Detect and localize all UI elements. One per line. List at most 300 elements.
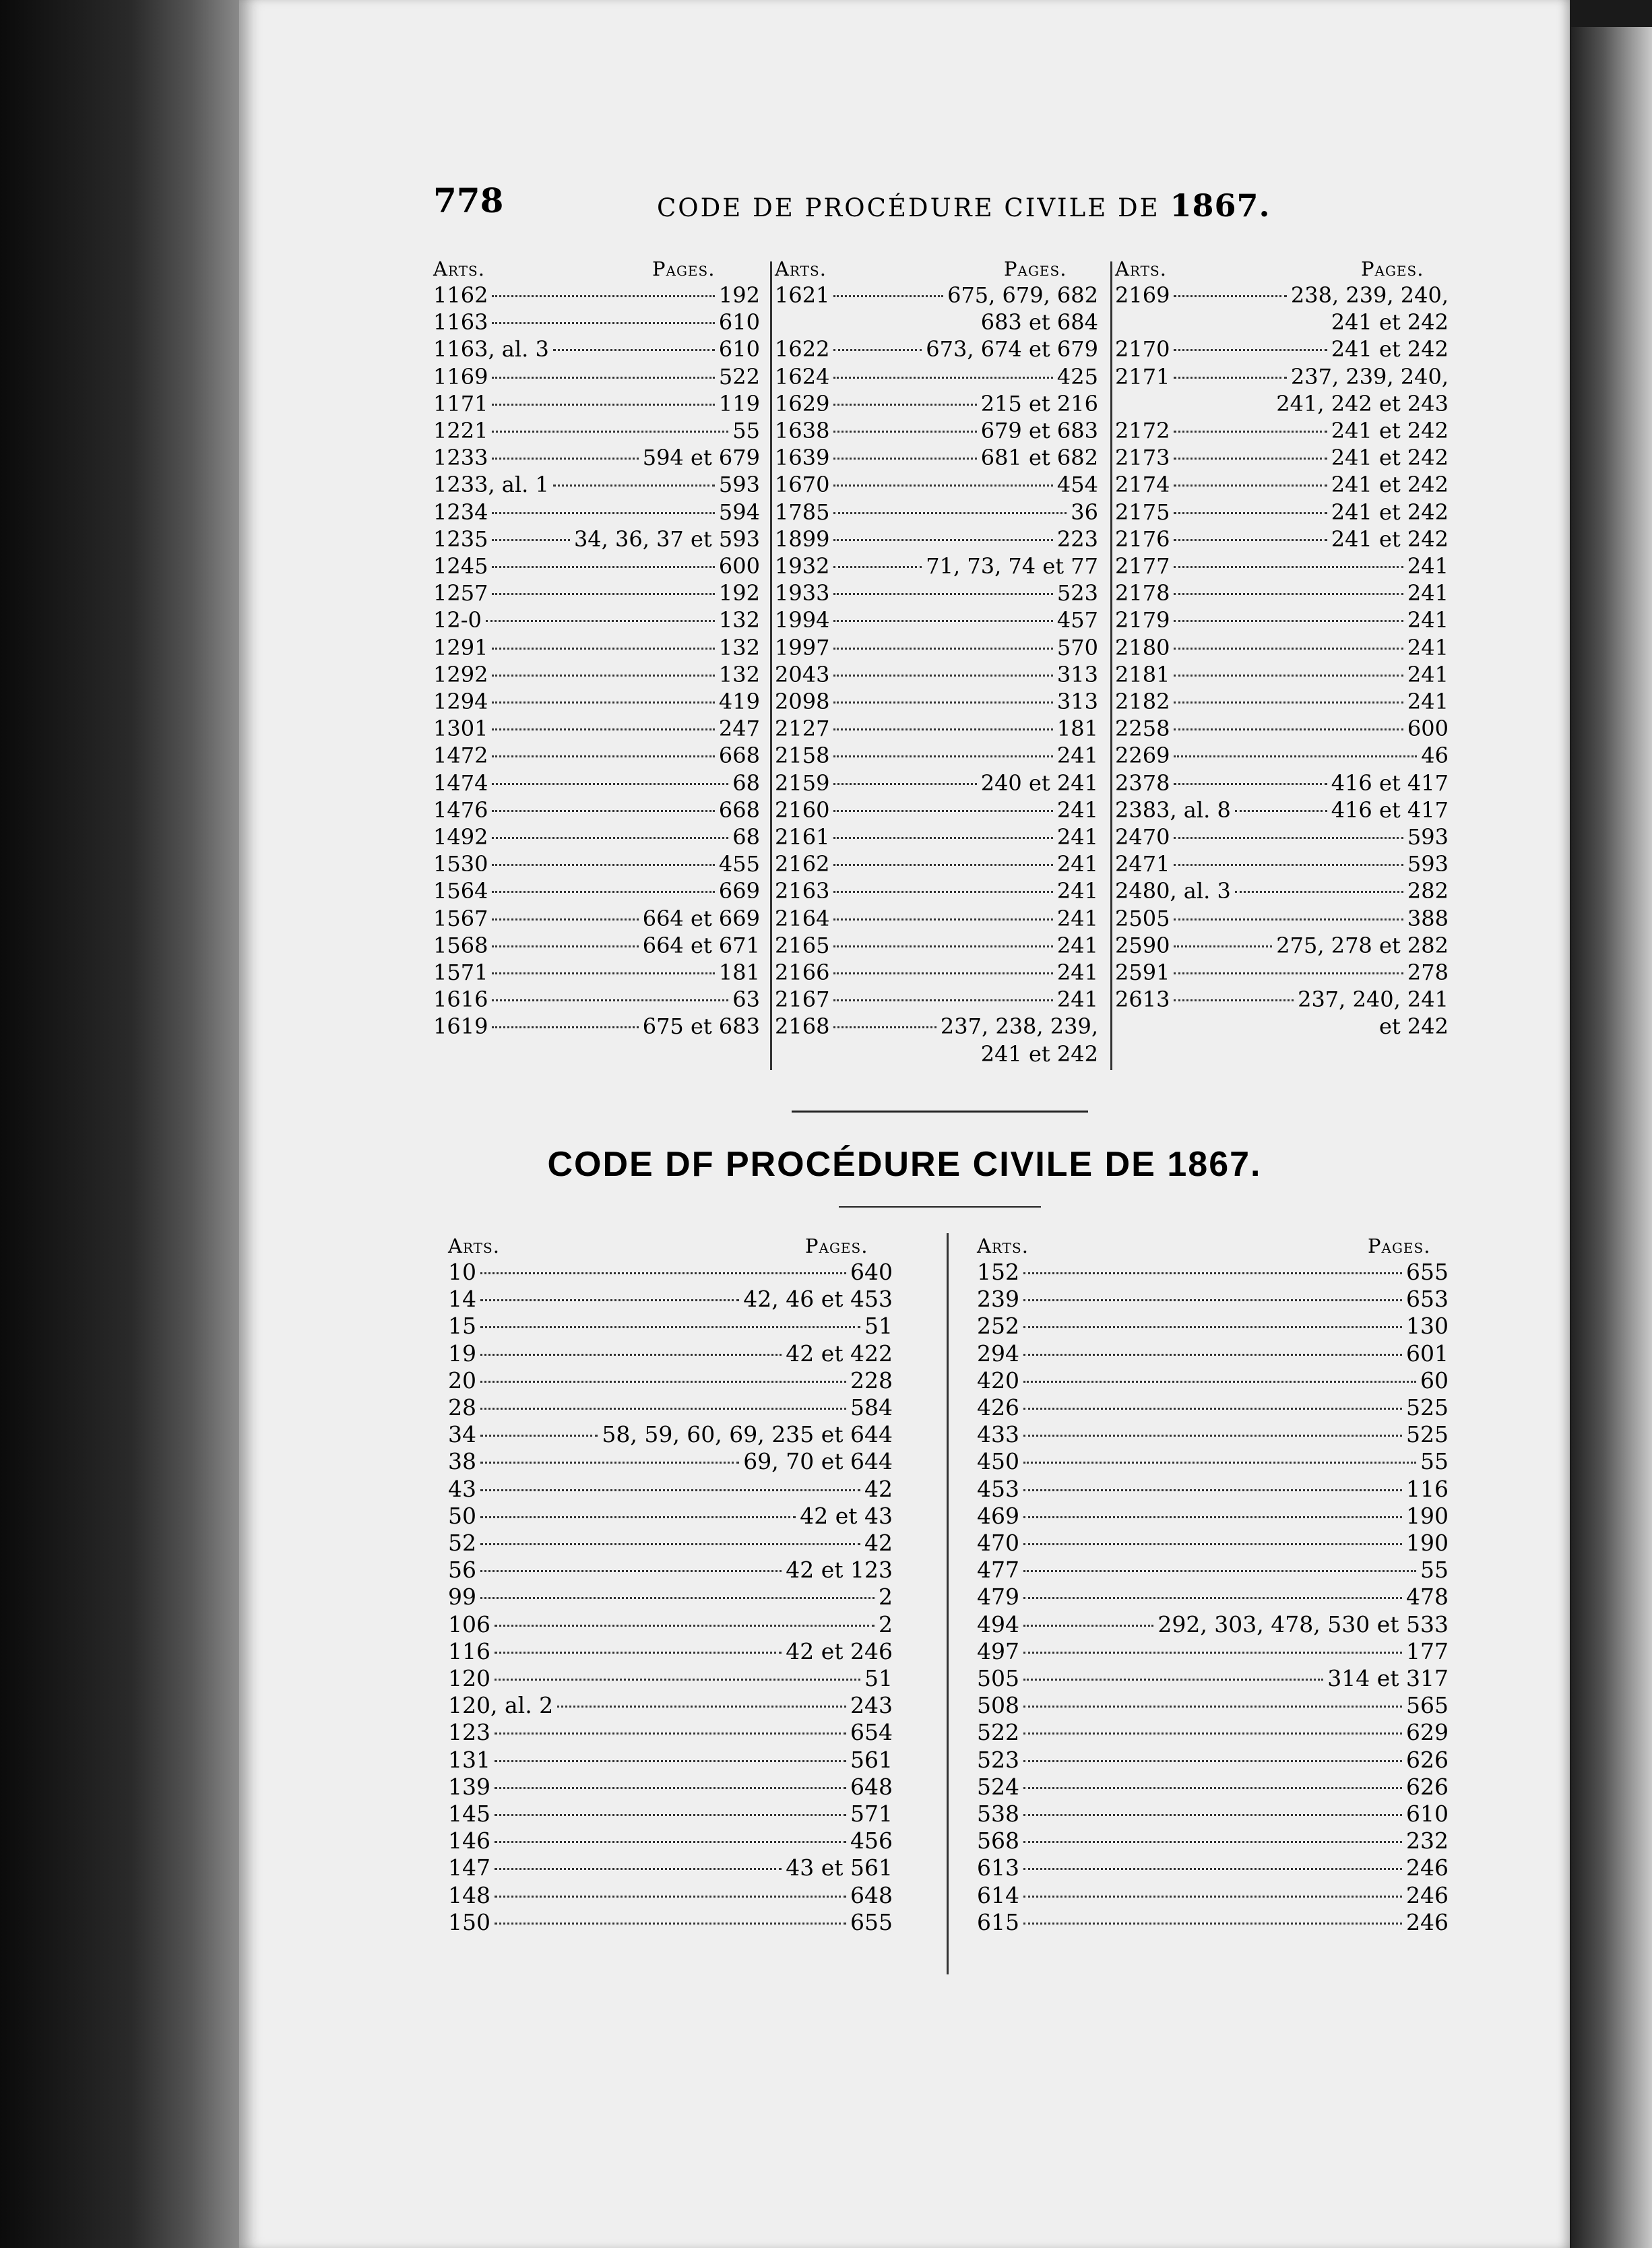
index-entry-row (775, 336, 1098, 363)
dot-leader (1174, 566, 1403, 568)
article-number: 1564 (433, 878, 488, 904)
dot-leader (492, 539, 570, 541)
index-entry-row (433, 905, 760, 932)
index-entry-row (433, 499, 760, 526)
dot-leader (495, 1679, 860, 1681)
dot-leader (492, 891, 714, 893)
article-number: 2173 (1115, 445, 1170, 471)
dot-leader (492, 431, 728, 433)
dot-leader (480, 1489, 860, 1491)
article-number: 1474 (433, 770, 488, 796)
dot-leader (833, 999, 1052, 1001)
page-references: 241 (1056, 932, 1098, 958)
dot-leader (1174, 918, 1403, 920)
page-references: 238, 239, 240, (1290, 282, 1449, 308)
index-entry-row (775, 1013, 1098, 1040)
page-references: 42 (864, 1475, 893, 1502)
page-references: 58, 59, 60, 69, 235 et 644 (602, 1421, 893, 1448)
article-number: 1257 (433, 580, 488, 606)
article-number: 1567 (433, 905, 488, 931)
dot-leader (1023, 1435, 1402, 1437)
dot-leader (1023, 1299, 1402, 1301)
article-number: 19 (448, 1340, 476, 1367)
article-number: 252 (977, 1313, 1019, 1340)
article-number: 34 (448, 1421, 476, 1448)
page-references: 60 (1420, 1367, 1449, 1394)
article-number: 494 (977, 1611, 1019, 1637)
dot-leader (1174, 783, 1327, 785)
page-references: 626 (1406, 1773, 1449, 1800)
index-entry-row (775, 877, 1098, 904)
article-number: 2505 (1115, 905, 1170, 931)
article-number: 2470 (1115, 824, 1170, 850)
article-number: 106 (448, 1611, 490, 1637)
page-references: 282 (1407, 878, 1449, 904)
dot-leader (1174, 539, 1327, 541)
column-header-arts: Arts. (1115, 257, 1167, 280)
dot-leader (492, 458, 638, 460)
page-references: 241 et 242 (1331, 418, 1449, 443)
index-entry-row (977, 1286, 1449, 1313)
index-entry-row (433, 877, 760, 904)
article-number: 538 (977, 1801, 1019, 1827)
article-number: 152 (977, 1259, 1019, 1285)
dot-leader (833, 837, 1052, 839)
index-entry-row (433, 986, 760, 1013)
index-entry-row (977, 1611, 1449, 1638)
page-references: 241 (1407, 553, 1449, 579)
page-references: 241 (1407, 661, 1449, 687)
article-number: 1568 (433, 932, 488, 958)
article-number: 420 (977, 1367, 1019, 1394)
article-number: 1899 (775, 526, 830, 552)
dot-leader (1174, 945, 1272, 947)
article-number: 505 (977, 1665, 1019, 1691)
page-references: 2 (879, 1584, 893, 1611)
index-entry-row (433, 1013, 760, 1040)
page-references: 664 et 671 (642, 932, 760, 958)
dot-leader (492, 810, 714, 812)
index-entry-row (433, 661, 760, 688)
index-entry-row (433, 959, 760, 986)
article-number: 1639 (775, 445, 830, 471)
page-references: 571 (850, 1801, 893, 1827)
index-entry-row (448, 1747, 893, 1774)
page-references: 215 et 216 (980, 390, 1098, 416)
index-entry-row (448, 1448, 893, 1475)
index-entry-row (775, 634, 1098, 661)
index-entry-row (433, 742, 760, 769)
index-entry-row (775, 606, 1098, 633)
page-references: 246 (1406, 1908, 1449, 1935)
running-title (657, 187, 1271, 224)
index-entry-row (433, 390, 760, 417)
page-references: 116 (1406, 1475, 1449, 1502)
index-entry-row (448, 1313, 893, 1340)
article-number: 1162 (433, 282, 488, 308)
article-number: 2165 (775, 932, 830, 958)
page-references: 241 (1056, 797, 1098, 823)
article-number: 2098 (775, 689, 830, 714)
index-entry-row (977, 1557, 1449, 1584)
index-entry-row (433, 932, 760, 959)
index-entry-row (1115, 444, 1449, 471)
page-references: 522 (718, 363, 760, 389)
article-number: 2164 (775, 905, 830, 931)
dot-leader (833, 377, 1052, 379)
dot-leader (495, 1868, 782, 1870)
index-entry-row (977, 1801, 1449, 1828)
index-entry-row (775, 932, 1098, 959)
index-entry-row (1115, 580, 1449, 606)
index-entry-row (977, 1747, 1449, 1774)
page-references: 132 (718, 634, 760, 660)
page-references: 42 et 123 (786, 1557, 893, 1584)
index-entry-row (448, 1854, 893, 1881)
article-number: 508 (977, 1692, 1019, 1719)
index-entry-row (448, 1259, 893, 1286)
index-entry-row (1115, 309, 1449, 336)
dot-leader (480, 1326, 860, 1328)
index-entry-row (775, 986, 1098, 1013)
page-references: 593 (1407, 851, 1449, 877)
page-references: 626 (1406, 1746, 1449, 1773)
article-number: 2258 (1115, 716, 1170, 742)
page-references: 275, 278 et 282 (1276, 932, 1449, 958)
index-entry-row (1115, 634, 1449, 661)
dot-leader (1023, 1841, 1402, 1843)
page-references: 181 (1056, 716, 1098, 742)
article-number: 1638 (775, 418, 830, 443)
dot-leader (1023, 1787, 1402, 1789)
index-entry-row (433, 417, 760, 444)
index-entry-row (1115, 661, 1449, 688)
page-references: 241 (1056, 905, 1098, 931)
index-entry-row (448, 1774, 893, 1801)
index-entry-row (1115, 553, 1449, 580)
index-entry-row (977, 1665, 1449, 1692)
dot-leader (1174, 675, 1403, 677)
page-references: 43 et 561 (786, 1854, 893, 1881)
page-references: 610 (718, 309, 760, 336)
index-entry-row (448, 1503, 893, 1530)
index-entry-row (977, 1259, 1449, 1286)
dot-leader (1174, 864, 1403, 866)
page-references: 241 et 242 (980, 1040, 1098, 1067)
dot-leader (833, 728, 1052, 730)
article-number: 522 (977, 1719, 1019, 1746)
index-entry-row (775, 905, 1098, 932)
article-number: 12-0 (433, 607, 482, 633)
page-references: 69, 70 et 644 (743, 1448, 893, 1475)
dot-leader (1174, 837, 1403, 839)
page-references: 314 et 317 (1327, 1665, 1449, 1691)
article-number: 1245 (433, 553, 488, 579)
index-entry-row (1115, 499, 1449, 526)
dot-leader (833, 485, 1052, 487)
column-header-pages: Pages. (1004, 257, 1067, 280)
page-references: 132 (718, 607, 760, 633)
dot-leader (833, 810, 1052, 812)
article-number: 1622 (775, 336, 830, 363)
page-references: 455 (718, 851, 760, 877)
dot-leader (486, 620, 715, 622)
dot-leader (480, 1543, 860, 1545)
index-entry-row (448, 1394, 893, 1421)
dot-leader (1023, 1868, 1402, 1870)
article-number: 2176 (1115, 526, 1170, 552)
index-entry-row (977, 1638, 1449, 1665)
index-entry-row (448, 1421, 893, 1448)
article-number: 28 (448, 1394, 476, 1420)
page-references: 241 et 242 (1331, 499, 1449, 525)
page-references: 247 (718, 716, 760, 742)
page-references: 130 (1406, 1313, 1449, 1340)
article-number: 1670 (775, 472, 830, 498)
page-references: 593 (718, 472, 760, 498)
dot-leader (1023, 1896, 1402, 1898)
page-references: 601 (1406, 1340, 1449, 1367)
article-number: 1163 (433, 309, 488, 336)
index-entry-row (977, 1854, 1449, 1881)
article-number: 1235 (433, 526, 488, 552)
page-references: 36 (1071, 499, 1098, 525)
page-references: 241 (1056, 987, 1098, 1013)
page-references: 237, 239, 240, (1290, 363, 1449, 389)
article-number: 1169 (433, 363, 488, 389)
article-number: 426 (977, 1394, 1019, 1420)
page-references: 181 (718, 960, 760, 985)
index-entry-row (775, 580, 1098, 606)
dot-leader (480, 1516, 796, 1518)
article-number: 116 (448, 1637, 490, 1664)
article-number: 38 (448, 1448, 476, 1475)
page-references: 241 (1056, 960, 1098, 985)
index-entry-row (448, 1611, 893, 1638)
index-entry-row (433, 580, 760, 606)
index-entry-row (433, 309, 760, 336)
article-number: 2043 (775, 661, 830, 687)
page-references: 241 (1056, 851, 1098, 877)
page-references: 419 (718, 689, 760, 714)
dot-leader (833, 675, 1052, 677)
index-entry-row (775, 742, 1098, 769)
article-number: 14 (448, 1286, 476, 1313)
article-number: 477 (977, 1557, 1019, 1584)
index-entry-row (775, 715, 1098, 742)
page-references: 565 (1406, 1692, 1449, 1719)
book-page (239, 0, 1570, 2248)
index-entry-row (448, 1801, 893, 1828)
article-number: 20 (448, 1367, 476, 1394)
dot-leader (492, 918, 638, 920)
dot-leader (1023, 1272, 1402, 1274)
article-number: 10 (448, 1259, 476, 1285)
index-entry-row (1115, 850, 1449, 877)
section-rule-bottom (839, 1206, 1041, 1208)
article-number: 1233, al. 1 (433, 472, 549, 498)
section-rule-top (792, 1111, 1088, 1113)
article-number: 2378 (1115, 770, 1170, 796)
article-number: 131 (448, 1746, 490, 1773)
page-references: 2 (879, 1611, 893, 1637)
index-entry-row (1115, 797, 1449, 823)
dot-leader (833, 755, 1052, 757)
article-number: 2181 (1115, 661, 1170, 687)
article-number: 1624 (775, 363, 830, 389)
index-entry-row (433, 770, 760, 797)
article-number: 2172 (1115, 418, 1170, 443)
index-entry-row (1115, 336, 1449, 363)
page-references: 34, 36, 37 et 593 (573, 526, 760, 552)
index-entry-row (775, 526, 1098, 553)
article-number: 56 (448, 1557, 476, 1584)
index-entry-row (775, 959, 1098, 986)
article-number: 1997 (775, 634, 830, 660)
index-entry-row (775, 1040, 1098, 1067)
article-number: 2171 (1115, 363, 1170, 389)
index-entry-row (433, 282, 760, 309)
index-entry-row (448, 1286, 893, 1313)
dot-leader (480, 1408, 846, 1410)
dot-leader (1174, 512, 1327, 514)
dot-leader (495, 1732, 846, 1735)
page-references: 478 (1406, 1584, 1449, 1611)
index-entry-row (977, 1828, 1449, 1854)
page-references: 648 (850, 1773, 893, 1800)
index-entry-row (977, 1313, 1449, 1340)
index-entry-row (1115, 390, 1449, 417)
dot-leader (833, 295, 943, 297)
index-entry-row (977, 1719, 1449, 1746)
page-references: 192 (718, 580, 760, 606)
article-number: 1616 (433, 987, 488, 1013)
dot-leader (833, 566, 922, 568)
page-references: 246 (1406, 1854, 1449, 1881)
column-header-arts: Arts. (977, 1235, 1029, 1257)
article-number: 15 (448, 1313, 476, 1340)
index-entry-row (448, 1557, 893, 1584)
dot-leader (480, 1272, 846, 1274)
page-references: 42 et 246 (786, 1637, 893, 1664)
page-references: 55 (732, 418, 760, 443)
dot-leader (495, 1625, 875, 1627)
article-number: 470 (977, 1530, 1019, 1556)
page-references: 655 (850, 1908, 893, 1935)
index-entry-row (775, 770, 1098, 797)
index-entry-row (433, 526, 760, 553)
page-references: 683 et 684 (980, 309, 1098, 336)
index-entry-row (433, 553, 760, 580)
page-references: 55 (1420, 1557, 1449, 1584)
index-entry-row (977, 1882, 1449, 1909)
article-number: 613 (977, 1854, 1019, 1881)
article-number: 1629 (775, 390, 830, 416)
column-header-arts: Arts. (433, 257, 485, 280)
dot-leader (492, 1026, 638, 1028)
article-number: 2169 (1115, 282, 1170, 308)
article-number: 120 (448, 1665, 490, 1691)
index-entry-row (448, 1530, 893, 1557)
column-header-arts: Arts. (775, 257, 827, 280)
index-entry-row (775, 363, 1098, 390)
index-entry-row (977, 1421, 1449, 1448)
article-number: 2158 (775, 743, 830, 769)
page-references: 525 (1406, 1421, 1449, 1448)
page-references: 246 (1406, 1881, 1449, 1908)
article-number: 52 (448, 1530, 476, 1556)
page-references: 228 (850, 1367, 893, 1394)
article-number: 2613 (1115, 987, 1170, 1013)
dot-leader (1023, 1814, 1402, 1816)
page-references: 610 (718, 336, 760, 363)
article-number: 2174 (1115, 472, 1170, 498)
dot-leader (495, 1652, 782, 1654)
dot-leader (1023, 1381, 1416, 1383)
page-references: 416 et 417 (1331, 797, 1449, 823)
article-number: 568 (977, 1828, 1019, 1854)
dot-leader (492, 593, 714, 595)
page-references: 119 (718, 390, 760, 416)
dot-leader (480, 1597, 875, 1599)
dot-leader (495, 1896, 846, 1898)
column-header-pages: Pages. (1368, 1235, 1431, 1257)
article-number: 148 (448, 1881, 490, 1908)
index-entry-row (977, 1530, 1449, 1557)
article-number: 524 (977, 1773, 1019, 1800)
index-entry-row (433, 606, 760, 633)
page-references: 600 (718, 553, 760, 579)
dot-leader (492, 999, 728, 1001)
page-references: 243 (850, 1692, 893, 1719)
dot-leader (492, 864, 714, 866)
page-references: 132 (718, 661, 760, 687)
article-number: 2167 (775, 987, 830, 1013)
page-references: 223 (1056, 526, 1098, 552)
page-references: 388 (1407, 905, 1449, 931)
dot-leader (833, 620, 1052, 622)
dot-leader (833, 1026, 936, 1028)
article-number: 2383, al. 8 (1115, 797, 1231, 823)
dot-leader (480, 1462, 739, 1464)
page-references: 675, 679, 682 (947, 282, 1098, 308)
index-entry-row (1115, 606, 1449, 633)
index-entry-row (977, 1448, 1449, 1475)
dot-leader (492, 322, 714, 324)
page-references: 241 et 242 (1331, 309, 1449, 336)
page-references: 192 (718, 282, 760, 308)
page-references: 594 et 679 (642, 445, 760, 471)
page-references: 42 et 422 (786, 1340, 893, 1367)
page-references: 55 (1420, 1448, 1449, 1475)
page-references: 570 (1056, 634, 1098, 660)
page-references: 241 (1407, 580, 1449, 606)
index-entry-row (775, 309, 1098, 336)
dot-leader (492, 512, 714, 514)
article-number: 2590 (1115, 932, 1170, 958)
page-references: 42, 46 et 453 (743, 1286, 893, 1313)
dot-leader (1023, 1923, 1402, 1925)
article-number: 479 (977, 1584, 1019, 1611)
dot-leader (833, 918, 1052, 920)
article-number: 2471 (1115, 851, 1170, 877)
article-number: 2182 (1115, 689, 1170, 714)
index-entry-row (1115, 823, 1449, 850)
column-header-pages: Pages. (1361, 257, 1424, 280)
dot-leader (495, 1923, 846, 1925)
index-entry-row (1115, 959, 1449, 986)
index-entry-row (448, 1638, 893, 1665)
